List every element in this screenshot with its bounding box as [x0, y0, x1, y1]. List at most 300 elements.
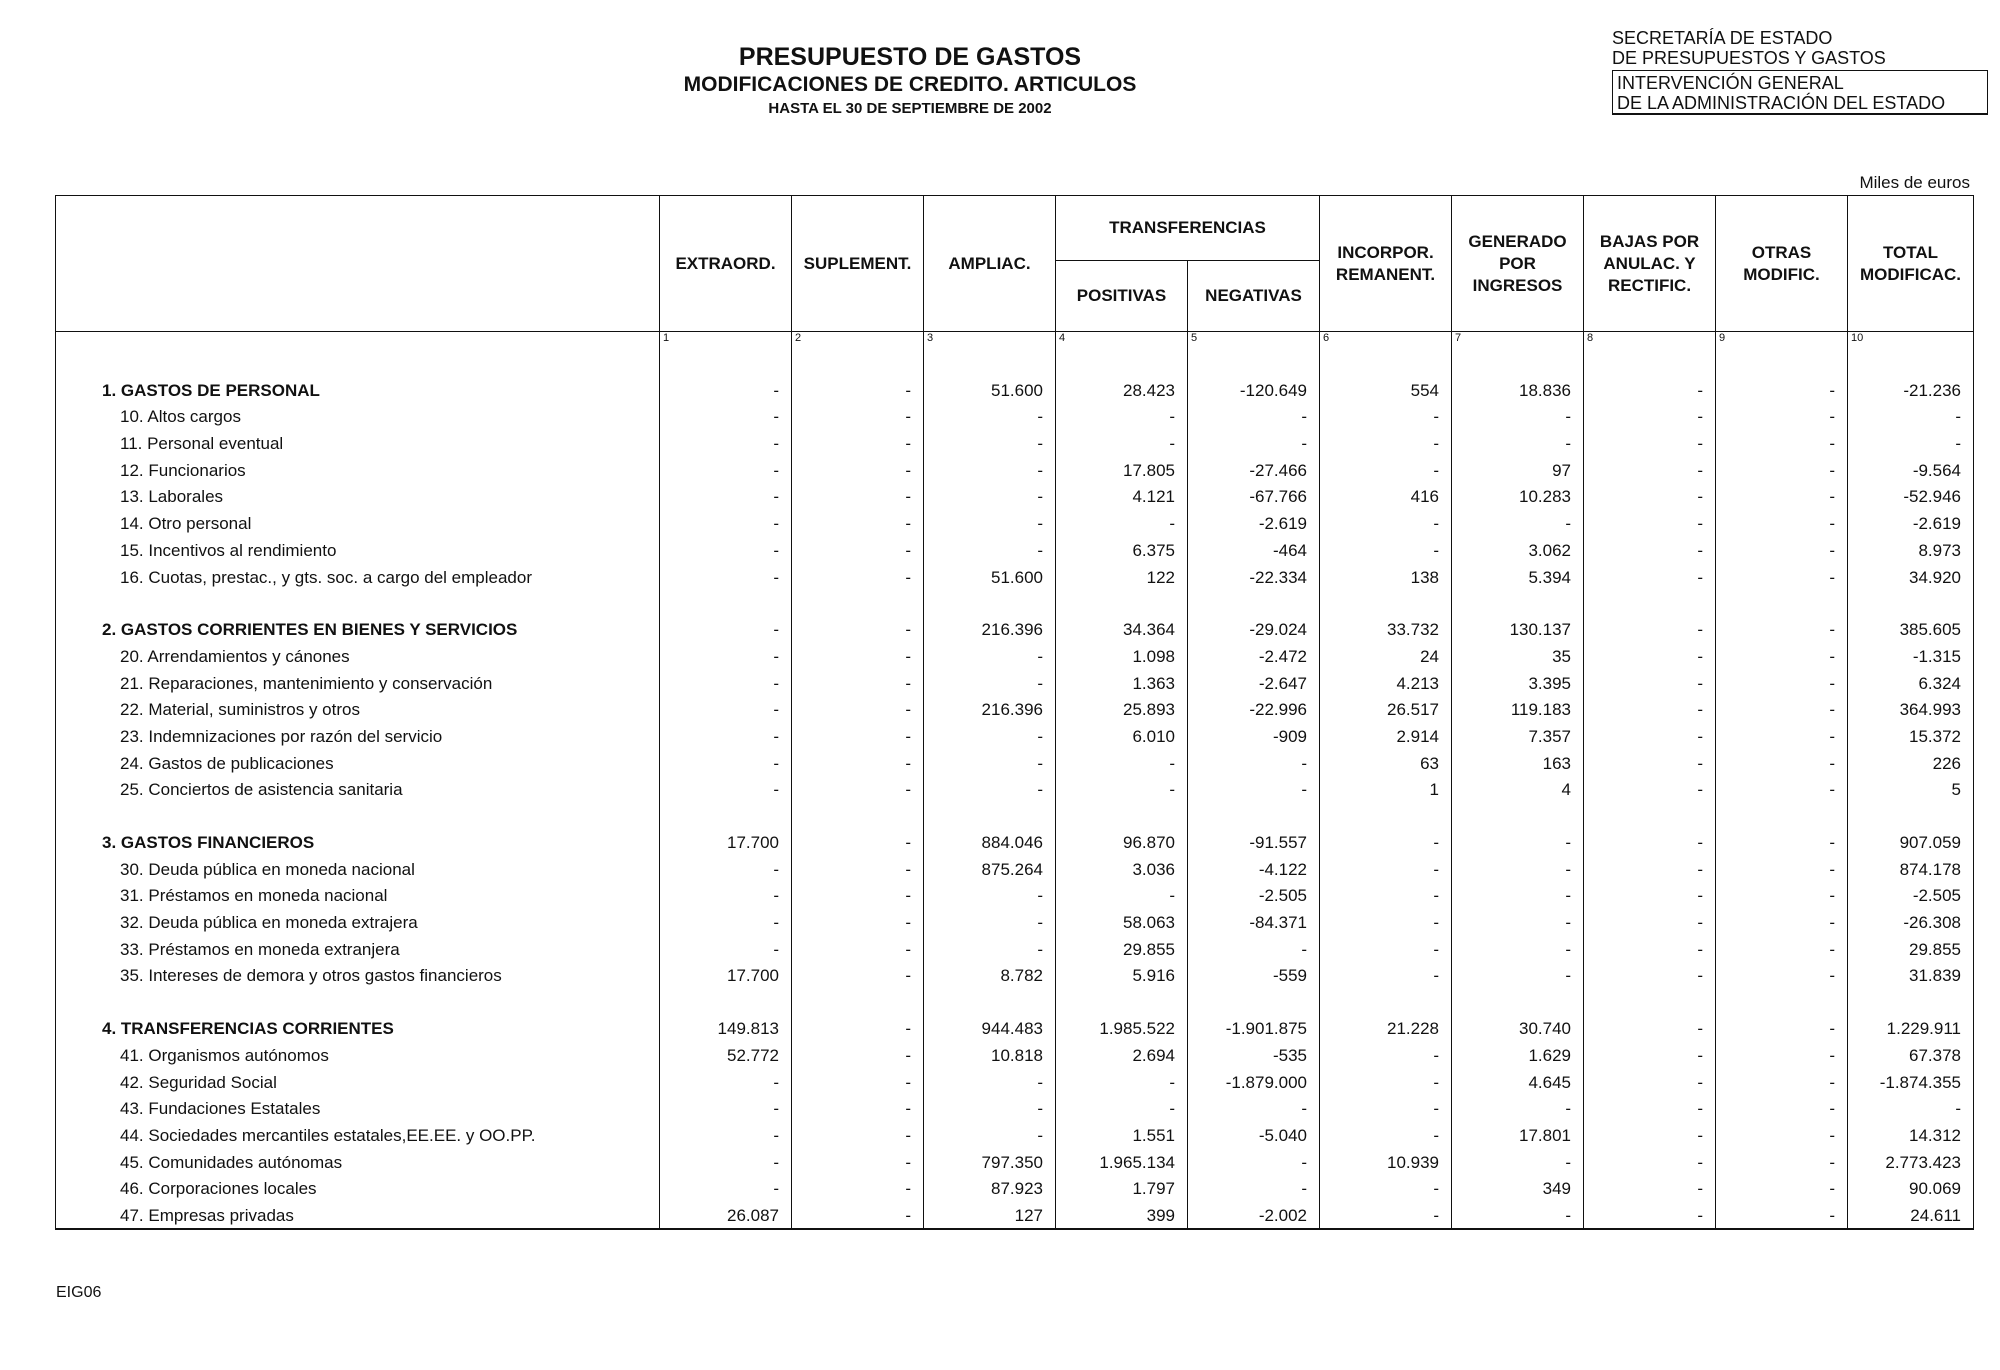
spacer-cell: [1188, 800, 1320, 826]
row-value: -: [1716, 720, 1848, 747]
col-negativas: NEGATIVAS: [1188, 261, 1320, 332]
row-value: -: [1452, 933, 1584, 960]
table-row: [56, 401, 1974, 428]
row-value: -: [1320, 1199, 1452, 1229]
row-value: -: [660, 640, 792, 667]
spacer-cell: [924, 354, 1056, 374]
row-value: -22.334: [1188, 561, 1320, 588]
col-generado-line-2: POR: [1499, 253, 1536, 273]
row-value: 6.375: [1056, 534, 1188, 561]
row-value: -: [792, 720, 924, 747]
row-value: -: [1716, 694, 1848, 721]
row-value: -: [792, 507, 924, 534]
col-otras-line-2: MODIFIC.: [1743, 264, 1820, 284]
row-value: -: [660, 427, 792, 454]
budget-table: [55, 195, 1974, 1230]
spacer-cell: [1320, 800, 1452, 826]
row-value: -: [1584, 1066, 1716, 1093]
row-value: -: [792, 454, 924, 481]
table-row: [56, 747, 1974, 774]
row-value: -: [792, 933, 924, 960]
row-value: -: [1452, 906, 1584, 933]
row-value: 4: [1452, 774, 1584, 801]
row-label: 24. Gastos de publicaciones: [56, 747, 660, 774]
row-value: 1.629: [1452, 1039, 1584, 1066]
table-row: [56, 1066, 1974, 1093]
spacer-cell: [1716, 800, 1848, 826]
section-value: 33.732: [1320, 614, 1452, 641]
row-value: 2.914: [1320, 720, 1452, 747]
section-value: -: [792, 826, 924, 853]
section-label: 3. GASTOS FINANCIEROS: [56, 826, 660, 853]
row-value: -: [792, 1173, 924, 1200]
row-label: 41. Organismos autónomos: [56, 1039, 660, 1066]
row-value: 3.036: [1056, 853, 1188, 880]
row-value: 67.378: [1848, 1039, 1974, 1066]
section-value: 385.605: [1848, 614, 1974, 641]
table-row: [56, 933, 1974, 960]
label-header: [56, 196, 660, 332]
row-value: -: [1584, 1173, 1716, 1200]
column-index: 10: [1848, 332, 1974, 355]
row-value: 34.920: [1848, 561, 1974, 588]
row-value: -: [1584, 774, 1716, 801]
spacer-cell: [1584, 588, 1716, 614]
section-label: 2. GASTOS CORRIENTES EN BIENES Y SERVICIOS: [56, 614, 660, 641]
col-suplement: SUPLEMENT.: [792, 196, 924, 332]
row-value: -: [1716, 1039, 1848, 1066]
row-value: -: [1584, 960, 1716, 987]
row-value: -: [1056, 401, 1188, 428]
section-row: [56, 374, 1974, 401]
row-label: 30. Deuda pública en moneda nacional: [56, 853, 660, 880]
row-value: 122: [1056, 561, 1188, 588]
row-value: -: [1320, 853, 1452, 880]
section-spacer-row: [56, 800, 1974, 826]
row-value: -: [660, 747, 792, 774]
row-label: 11. Personal eventual: [56, 427, 660, 454]
row-value: -22.996: [1188, 694, 1320, 721]
row-value: -: [924, 427, 1056, 454]
table-row: [56, 1039, 1974, 1066]
footer-code: EIG06: [56, 1284, 102, 1301]
row-value: -: [1716, 561, 1848, 588]
row-value: -2.505: [1848, 880, 1974, 907]
row-value: -: [660, 1119, 792, 1146]
row-value: -: [1716, 454, 1848, 481]
spacer-cell: [56, 800, 660, 826]
section-value: 149.813: [660, 1012, 792, 1039]
row-label: 47. Empresas privadas: [56, 1199, 660, 1229]
row-value: -: [1584, 1146, 1716, 1173]
column-index: 5: [1188, 332, 1320, 355]
row-value: -: [1452, 1146, 1584, 1173]
row-value: 1.797: [1056, 1173, 1188, 1200]
row-value: -: [792, 747, 924, 774]
agency-line-3: INTERVENCIÓN GENERAL: [1617, 73, 1844, 93]
row-value: -: [1716, 880, 1848, 907]
row-value: -: [792, 906, 924, 933]
row-value: 138: [1320, 561, 1452, 588]
row-value: -: [1188, 427, 1320, 454]
spacer-cell: [1188, 986, 1320, 1012]
row-value: -1.315: [1848, 640, 1974, 667]
col-bajas-line-1: BAJAS POR: [1599, 231, 1700, 251]
table-row: [56, 1119, 1974, 1146]
spacer-cell: [1848, 986, 1974, 1012]
row-value: -: [1584, 933, 1716, 960]
section-value: 18.836: [1452, 374, 1584, 401]
spacer-cell: [1320, 986, 1452, 1012]
col-generado-line-3: INGRESOS: [1472, 275, 1563, 295]
section-value: -: [660, 374, 792, 401]
row-value: -: [792, 960, 924, 987]
row-value: 58.063: [1056, 906, 1188, 933]
spacer-cell: [1584, 986, 1716, 1012]
row-value: 4.121: [1056, 481, 1188, 508]
row-value: -: [1320, 534, 1452, 561]
spacer-cell: [924, 800, 1056, 826]
row-value: -: [1452, 427, 1584, 454]
row-value: -: [1320, 933, 1452, 960]
row-label: 15. Incentivos al rendimiento: [56, 534, 660, 561]
row-value: -: [792, 534, 924, 561]
section-spacer-row: [56, 588, 1974, 614]
section-row: [56, 826, 1974, 853]
row-value: 8.782: [924, 960, 1056, 987]
table-row: [56, 640, 1974, 667]
spacer-cell: [56, 986, 660, 1012]
spacer-cell: [1716, 986, 1848, 1012]
row-value: 97: [1452, 454, 1584, 481]
section-value: -29.024: [1188, 614, 1320, 641]
row-value: -: [660, 534, 792, 561]
row-label: 10. Altos cargos: [56, 401, 660, 428]
section-value: -: [1716, 374, 1848, 401]
row-value: 17.700: [660, 960, 792, 987]
spacer-cell: [792, 354, 924, 374]
row-value: 29.855: [1848, 933, 1974, 960]
col-bajas-line-3: RECTIFIC.: [1607, 275, 1692, 295]
row-value: -: [660, 906, 792, 933]
row-value: -2.647: [1188, 667, 1320, 694]
table-row: [56, 454, 1974, 481]
row-value: -: [1320, 880, 1452, 907]
row-value: -: [1056, 880, 1188, 907]
section-value: 944.483: [924, 1012, 1056, 1039]
col-incorpor-line-1: INCORPOR.: [1337, 242, 1434, 262]
table-row: [56, 534, 1974, 561]
row-value: -5.040: [1188, 1119, 1320, 1146]
row-value: -: [1320, 454, 1452, 481]
report-subtitle: MODIFICACIONES DE CREDITO. ARTICULOS: [683, 73, 1137, 96]
row-value: 24.611: [1848, 1199, 1974, 1229]
col-transferencias: TRANSFERENCIAS: [1056, 196, 1320, 261]
section-value: -: [792, 1012, 924, 1039]
row-value: -: [792, 481, 924, 508]
row-value: 4.645: [1452, 1066, 1584, 1093]
row-value: -84.371: [1188, 906, 1320, 933]
row-value: 1: [1320, 774, 1452, 801]
row-value: -: [792, 694, 924, 721]
table-row: [56, 561, 1974, 588]
row-value: -: [1584, 747, 1716, 774]
row-value: 1.098: [1056, 640, 1188, 667]
row-value: -: [1320, 1066, 1452, 1093]
row-value: -: [1452, 853, 1584, 880]
table-row: [56, 1093, 1974, 1120]
row-value: -2.619: [1188, 507, 1320, 534]
section-value: 30.740: [1452, 1012, 1584, 1039]
agency-line-2: DE PRESUPUESTOS Y GASTOS: [1612, 48, 1886, 68]
row-value: 1.551: [1056, 1119, 1188, 1146]
row-value: -2.619: [1848, 507, 1974, 534]
row-value: -: [924, 1066, 1056, 1093]
column-index: 8: [1584, 332, 1716, 355]
row-value: -: [1320, 1119, 1452, 1146]
section-row: [56, 1012, 1974, 1039]
row-value: 52.772: [660, 1039, 792, 1066]
index-cell-blank: [56, 332, 660, 355]
row-value: -: [1056, 774, 1188, 801]
row-value: 35: [1452, 640, 1584, 667]
row-value: -2.505: [1188, 880, 1320, 907]
row-value: -: [792, 667, 924, 694]
row-value: -: [1584, 853, 1716, 880]
row-value: 25.893: [1056, 694, 1188, 721]
agency-line-1: SECRETARÍA DE ESTADO: [1612, 28, 1833, 48]
row-value: -: [924, 507, 1056, 534]
row-value: -: [924, 747, 1056, 774]
row-value: 5: [1848, 774, 1974, 801]
row-value: -: [924, 1119, 1056, 1146]
row-value: -: [660, 454, 792, 481]
row-value: 8.973: [1848, 534, 1974, 561]
row-value: -: [924, 720, 1056, 747]
row-label: 13. Laborales: [56, 481, 660, 508]
row-value: -9.564: [1848, 454, 1974, 481]
row-label: 33. Préstamos en moneda extranjera: [56, 933, 660, 960]
row-value: -: [792, 561, 924, 588]
row-value: -: [660, 933, 792, 960]
section-label: 1. GASTOS DE PERSONAL: [56, 374, 660, 401]
row-value: -: [1584, 667, 1716, 694]
row-value: -: [1584, 720, 1716, 747]
col-incorpor-line-2: REMANENT.: [1335, 264, 1436, 284]
row-value: -: [1716, 747, 1848, 774]
row-value: 364.993: [1848, 694, 1974, 721]
row-value: -1.874.355: [1848, 1066, 1974, 1093]
col-otras: [1716, 196, 1848, 332]
col-otras-line-1: OTRAS: [1751, 242, 1812, 262]
row-value: -: [660, 1146, 792, 1173]
row-value: -: [1584, 561, 1716, 588]
row-value: 874.178: [1848, 853, 1974, 880]
row-value: -67.766: [1188, 481, 1320, 508]
row-value: -: [1584, 454, 1716, 481]
spacer-cell: [1320, 588, 1452, 614]
row-value: 7.357: [1452, 720, 1584, 747]
section-value: 907.059: [1848, 826, 1974, 853]
section-value: -: [1584, 614, 1716, 641]
row-label: 44. Sociedades mercantiles estatales,EE.EE. y OO.PP.: [56, 1119, 660, 1146]
row-value: -: [792, 1039, 924, 1066]
row-value: -: [1716, 507, 1848, 534]
row-value: -: [1848, 427, 1974, 454]
row-label: 22. Material, suministros y otros: [56, 694, 660, 721]
row-value: 6.010: [1056, 720, 1188, 747]
row-value: -: [1320, 1093, 1452, 1120]
table-row: [56, 853, 1974, 880]
table-row: [56, 481, 1974, 508]
row-value: -: [1320, 401, 1452, 428]
row-value: -: [924, 401, 1056, 428]
row-label: 43. Fundaciones Estatales: [56, 1093, 660, 1120]
col-total: [1848, 196, 1974, 332]
row-value: -: [1188, 1173, 1320, 1200]
spacer-cell: [1584, 354, 1716, 374]
column-index: 7: [1452, 332, 1584, 355]
row-label: 32. Deuda pública en moneda extrajera: [56, 906, 660, 933]
row-value: -: [1584, 906, 1716, 933]
row-value: -559: [1188, 960, 1320, 987]
table-row: [56, 667, 1974, 694]
row-value: -: [1188, 401, 1320, 428]
section-value: -: [1716, 1012, 1848, 1039]
row-value: -: [792, 427, 924, 454]
row-value: -: [1848, 1093, 1974, 1120]
row-value: -: [1188, 1146, 1320, 1173]
section-value: 554: [1320, 374, 1452, 401]
column-index: 2: [792, 332, 924, 355]
row-value: 5.916: [1056, 960, 1188, 987]
col-ampliac: AMPLIAC.: [924, 196, 1056, 332]
row-value: -: [792, 640, 924, 667]
section-value: 21.228: [1320, 1012, 1452, 1039]
row-value: -: [1716, 1146, 1848, 1173]
col-generado-line-1: GENERADO: [1468, 231, 1567, 251]
column-index: 3: [924, 332, 1056, 355]
table-row: [56, 906, 1974, 933]
row-value: -: [924, 667, 1056, 694]
row-value: -: [1716, 667, 1848, 694]
row-value: -: [1584, 1199, 1716, 1229]
row-value: -2.472: [1188, 640, 1320, 667]
row-value: -: [1716, 960, 1848, 987]
spacer-cell: [1848, 354, 1974, 374]
row-value: 226: [1848, 747, 1974, 774]
row-value: -: [1188, 747, 1320, 774]
row-value: -: [1716, 640, 1848, 667]
row-value: -: [1584, 1039, 1716, 1066]
report-title: PRESUPUESTO DE GASTOS: [738, 43, 1082, 71]
col-total-line-2: MODIFICAC.: [1859, 264, 1962, 284]
section-value: 130.137: [1452, 614, 1584, 641]
row-value: 3.062: [1452, 534, 1584, 561]
row-value: 119.183: [1452, 694, 1584, 721]
row-value: 4.213: [1320, 667, 1452, 694]
spacer-cell: [56, 354, 660, 374]
table-row: [56, 1199, 1974, 1229]
row-value: 15.372: [1848, 720, 1974, 747]
row-value: -: [1056, 1066, 1188, 1093]
spacer-cell: [792, 588, 924, 614]
row-value: -: [1584, 534, 1716, 561]
row-value: -: [924, 880, 1056, 907]
row-value: -26.308: [1848, 906, 1974, 933]
row-value: -464: [1188, 534, 1320, 561]
table-row: [56, 774, 1974, 801]
spacer-cell: [1452, 800, 1584, 826]
spacer-row: [56, 354, 1974, 374]
spacer-cell: [1452, 986, 1584, 1012]
table-row: [56, 960, 1974, 987]
row-value: -: [792, 401, 924, 428]
row-value: -: [1584, 880, 1716, 907]
row-value: 1.363: [1056, 667, 1188, 694]
row-value: -: [1320, 960, 1452, 987]
row-label: 20. Arrendamientos y cánones: [56, 640, 660, 667]
section-value: 51.600: [924, 374, 1056, 401]
section-value: -91.557: [1188, 826, 1320, 853]
row-value: -: [1716, 1093, 1848, 1120]
row-value: -: [1056, 427, 1188, 454]
col-bajas-line-2: ANULAC. Y: [1603, 253, 1696, 273]
row-value: 216.396: [924, 694, 1056, 721]
row-value: 29.855: [1056, 933, 1188, 960]
table-row: [56, 720, 1974, 747]
section-value: -: [792, 374, 924, 401]
spacer-cell: [56, 588, 660, 614]
row-value: 2.694: [1056, 1039, 1188, 1066]
row-label: 16. Cuotas, prestac., y gts. soc. a cargo del empleador: [56, 561, 660, 588]
row-label: 21. Reparaciones, mantenimiento y conservación: [56, 667, 660, 694]
spacer-cell: [1452, 588, 1584, 614]
report-period: HASTA EL 30 DE SEPTIEMBRE DE 2002: [768, 100, 1052, 117]
row-value: -2.002: [1188, 1199, 1320, 1229]
row-value: -: [792, 1199, 924, 1229]
row-value: -: [792, 774, 924, 801]
section-value: 884.046: [924, 826, 1056, 853]
agency-box: [1612, 70, 1988, 115]
section-value: 1.229.911: [1848, 1012, 1974, 1039]
section-value: 34.364: [1056, 614, 1188, 641]
row-value: 3.395: [1452, 667, 1584, 694]
row-value: 90.069: [1848, 1173, 1974, 1200]
row-value: -: [1716, 1119, 1848, 1146]
row-value: -: [1716, 534, 1848, 561]
section-value: 1.985.522: [1056, 1012, 1188, 1039]
col-incorpor: [1320, 196, 1452, 332]
row-value: -: [1716, 1199, 1848, 1229]
row-label: 31. Préstamos en moneda nacional: [56, 880, 660, 907]
section-spacer-row: [56, 986, 1974, 1012]
row-value: -: [1716, 427, 1848, 454]
row-value: -: [660, 853, 792, 880]
column-index: 6: [1320, 332, 1452, 355]
row-value: -: [924, 774, 1056, 801]
spacer-cell: [1056, 986, 1188, 1012]
row-label: 35. Intereses de demora y otros gastos financieros: [56, 960, 660, 987]
column-index: 9: [1716, 332, 1848, 355]
section-value: -: [1584, 1012, 1716, 1039]
col-bajas: [1584, 196, 1716, 332]
spacer-cell: [1056, 800, 1188, 826]
row-value: -: [660, 880, 792, 907]
spacer-cell: [1848, 800, 1974, 826]
row-value: 31.839: [1848, 960, 1974, 987]
row-label: 46. Corporaciones locales: [56, 1173, 660, 1200]
